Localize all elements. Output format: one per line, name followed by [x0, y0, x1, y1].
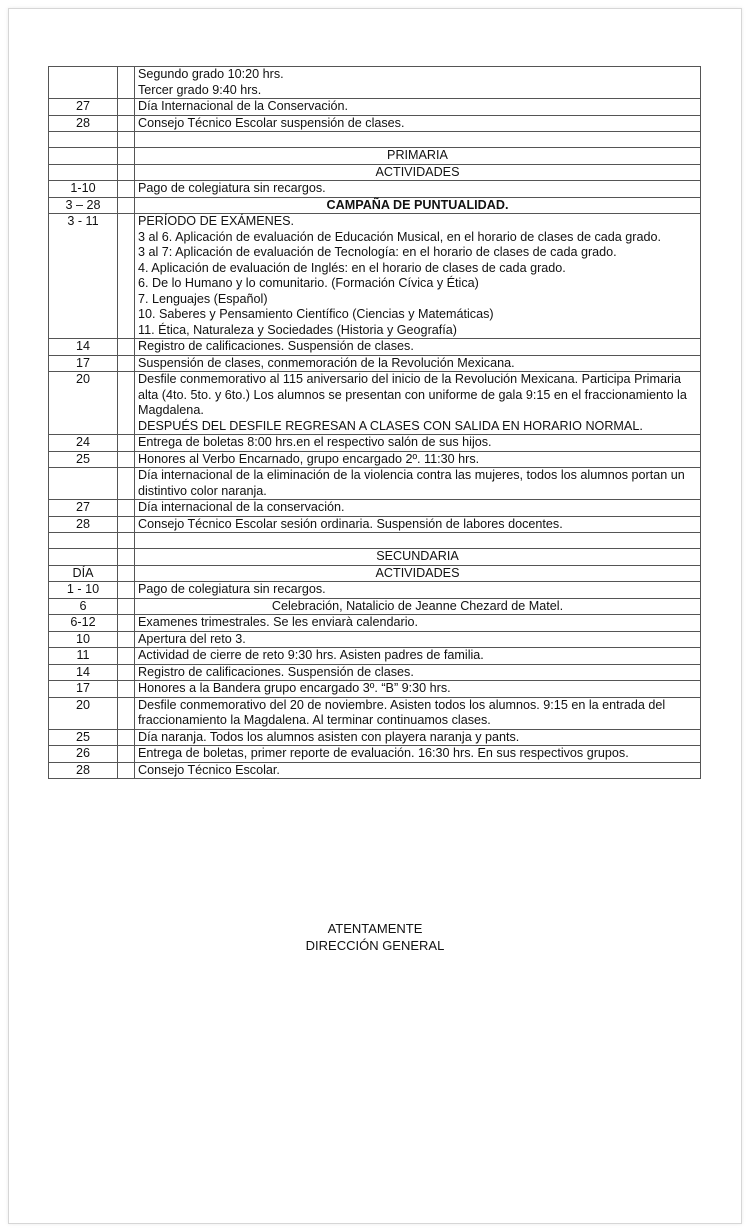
day-cell: 17	[49, 681, 118, 698]
spacer-cell	[118, 148, 135, 165]
day-cell: 14	[49, 339, 118, 356]
activity-line: Honores al Verbo Encarnado, grupo encargado 2º. 11:30 hrs.	[138, 451, 480, 466]
day-cell: 27	[49, 500, 118, 517]
activity-line: CAMPAÑA DE PUNTUALIDAD.	[326, 197, 509, 212]
day-cell: 6	[49, 598, 118, 615]
activity-cell	[135, 181, 701, 198]
day-cell: 1-10	[49, 181, 118, 198]
activity-cell	[135, 435, 701, 452]
day-cell: 17	[49, 355, 118, 372]
day-cell: 28	[49, 516, 118, 533]
blank-row	[49, 132, 701, 148]
activity-line: 3 al 7: Aplicación de evaluación de Tecnología: en el horario de clases de cada grado.	[138, 245, 617, 259]
spacer-cell	[118, 516, 135, 533]
activity-line: Día internacional de la eliminación de la violencia contra las mujeres, todos los alumnos portan un distintivo color naranja.	[138, 468, 685, 498]
spacer-cell	[118, 631, 135, 648]
activity-cell	[135, 355, 701, 372]
activity-cell	[135, 598, 701, 615]
spacer-cell	[118, 746, 135, 763]
table-row	[49, 468, 701, 500]
spacer-cell	[118, 762, 135, 779]
spacer-cell	[118, 115, 135, 132]
header-day-cell: DÍA	[49, 565, 118, 582]
activity-cell	[135, 648, 701, 665]
activity-line: Entrega de boletas, primer reporte de evaluación. 16:30 hrs. En sus respectivos grupos.	[138, 746, 629, 760]
table-row	[49, 99, 701, 116]
table-row	[49, 615, 701, 632]
spacer-cell	[118, 729, 135, 746]
spacer-cell	[118, 181, 135, 198]
activity-line: Día naranja. Todos los alumnos asisten con playera naranja y pants.	[138, 729, 520, 744]
calendar-table	[48, 66, 701, 779]
activity-line: Desfile conmemorativo al 115 aniversario del inicio de la Revolución Mexicana. Participa Primaria alta (4to. 5to. y 6to.) Los alumnos se presentan con uniforme de gala 9:15 en el fraccionamiento la Magdalena.	[138, 372, 687, 417]
spacer-cell	[118, 598, 135, 615]
blank-cell	[118, 533, 135, 549]
spacer-cell	[118, 549, 135, 566]
activity-cell	[135, 746, 701, 763]
table-row	[49, 372, 701, 435]
section-header-text: ACTIVIDADES	[135, 565, 701, 582]
activity-line: Consejo Técnico Escolar suspensión de clases.	[138, 115, 405, 130]
day-cell: 20	[49, 372, 118, 435]
table-row	[49, 681, 701, 698]
table-row	[49, 598, 701, 615]
activity-cell	[135, 214, 701, 339]
activity-cell	[135, 451, 701, 468]
table-row	[49, 214, 701, 339]
day-cell: 25	[49, 451, 118, 468]
table-row	[49, 582, 701, 599]
blank-cell	[135, 132, 701, 148]
table-row	[49, 339, 701, 356]
spacer-cell	[118, 197, 135, 214]
spacer-cell	[118, 697, 135, 729]
table-row	[49, 746, 701, 763]
activity-line: Consejo Técnico Escolar sesión ordinaria. Suspensión de labores docentes.	[138, 516, 563, 531]
activity-line: 7. Lenguajes (Español)	[138, 291, 268, 306]
activity-cell	[135, 67, 701, 99]
activity-line: Tercer grado 9:40 hrs.	[138, 82, 262, 97]
activity-cell	[135, 697, 701, 729]
table-row	[49, 67, 701, 99]
table-row	[49, 762, 701, 779]
activity-cell	[135, 615, 701, 632]
day-cell: 26	[49, 746, 118, 763]
spacer-cell	[118, 339, 135, 356]
spacer-cell	[118, 214, 135, 339]
blank-cell	[118, 132, 135, 148]
day-cell: 25	[49, 729, 118, 746]
day-cell: 3 - 11	[49, 214, 118, 339]
activity-line: Registro de calificaciones. Suspensión de clases.	[138, 339, 414, 353]
spacer-cell	[118, 372, 135, 435]
day-cell: 14	[49, 664, 118, 681]
activity-line: Suspensión de clases, conmemoración de la Revolución Mexicana.	[138, 355, 515, 370]
activity-cell	[135, 115, 701, 132]
blank-cell	[49, 132, 118, 148]
table-row	[49, 729, 701, 746]
table-row	[49, 500, 701, 517]
spacer-cell	[118, 565, 135, 582]
activity-cell	[135, 516, 701, 533]
activity-line: Desfile conmemorativo del 20 de noviembre. Asisten todos los alumnos. 9:15 en la entrada del fraccionamiento la Magdalena. Al terminar continuamos clases.	[138, 697, 666, 727]
spacer-cell	[118, 681, 135, 698]
activity-cell	[135, 729, 701, 746]
day-cell: 20	[49, 697, 118, 729]
activity-cell	[135, 99, 701, 116]
activity-line: Honores a la Bandera grupo encargado 3º. “B” 9:30 hrs.	[138, 681, 451, 695]
spacer-cell	[118, 164, 135, 181]
secundaria-header-row	[49, 565, 701, 582]
table-row	[49, 115, 701, 132]
activity-cell	[135, 500, 701, 517]
activity-line: Día Internacional de la Conservación.	[138, 99, 349, 113]
activity-line: 4. Aplicación de evaluación de Inglés: en el horario de clases de cada grado.	[138, 260, 566, 275]
table-row	[49, 664, 701, 681]
table-row	[49, 435, 701, 452]
activity-cell	[135, 372, 701, 435]
activity-line: 11. Ética, Naturaleza y Sociedades (Historia y Geografía)	[138, 322, 457, 337]
activity-line: Pago de colegiatura sin recargos.	[138, 181, 326, 195]
table-row	[49, 631, 701, 648]
activity-cell	[135, 197, 701, 214]
closing-signature	[0, 920, 750, 954]
activity-line: 3 al 6. Aplicación de evaluación de Educación Musical, en el horario de clases de cada grado.	[138, 229, 661, 244]
activity-line: Apertura del reto 3.	[138, 631, 246, 646]
spacer-cell	[118, 582, 135, 599]
activity-line: Celebración, Natalicio de Jeanne Chezard de Matel.	[271, 598, 564, 613]
spacer-cell	[118, 615, 135, 632]
table-row	[49, 648, 701, 665]
spacer-cell	[118, 451, 135, 468]
activity-cell	[135, 681, 701, 698]
activity-cell	[135, 339, 701, 356]
spacer-cell	[118, 99, 135, 116]
activity-line: Entrega de boletas 8:00 hrs.en el respectivo salón de sus hijos.	[138, 435, 492, 449]
closing-line-direccion: DIRECCIÓN GENERAL	[305, 938, 445, 953]
day-cell: 6-12	[49, 615, 118, 632]
table-row	[49, 355, 701, 372]
header-day-cell	[49, 164, 118, 181]
blank-cell	[135, 533, 701, 549]
day-cell	[49, 67, 118, 99]
primaria-header-row	[49, 164, 701, 181]
day-cell: 1 - 10	[49, 582, 118, 599]
section-header-text: ACTIVIDADES	[135, 164, 701, 181]
activity-line: Consejo Técnico Escolar.	[138, 762, 280, 777]
blank-row	[49, 533, 701, 549]
day-cell	[49, 468, 118, 500]
spacer-cell	[118, 648, 135, 665]
activity-cell	[135, 468, 701, 500]
day-cell: 10	[49, 631, 118, 648]
day-cell: 28	[49, 115, 118, 132]
closing-line-atentamente: ATENTAMENTE	[327, 921, 423, 936]
activity-line: Examenes trimestrales. Se les enviarà calendario.	[138, 615, 418, 629]
activity-cell	[135, 631, 701, 648]
spacer-cell	[118, 67, 135, 99]
header-day-cell	[49, 148, 118, 165]
table-row	[49, 181, 701, 198]
table-row	[49, 697, 701, 729]
blank-cell	[49, 533, 118, 549]
activity-line: Registro de calificaciones. Suspensión de clases.	[138, 664, 414, 679]
day-cell: 27	[49, 99, 118, 116]
day-cell: 11	[49, 648, 118, 665]
activity-line: Segundo grado 10:20 hrs.	[138, 67, 284, 81]
activity-line: 10. Saberes y Pensamiento Científico (Ciencias y Matemáticas)	[138, 307, 494, 321]
day-cell: 24	[49, 435, 118, 452]
activity-line: Pago de colegiatura sin recargos.	[138, 582, 326, 596]
section-header-text: SECUNDARIA	[135, 549, 701, 566]
day-cell: 28	[49, 762, 118, 779]
activity-line: 6. De lo Humano y lo comunitario. (Formación Cívica y Ética)	[138, 276, 479, 290]
activity-line: DESPUÉS DEL DESFILE REGRESAN A CLASES CON SALIDA EN HORARIO NORMAL.	[138, 418, 643, 433]
spacer-cell	[118, 468, 135, 500]
activity-line: PERÍODO DE EXÁMENES.	[138, 214, 295, 228]
activity-cell	[135, 582, 701, 599]
spacer-cell	[118, 355, 135, 372]
primaria-title-row	[49, 148, 701, 165]
activity-line: Día internacional de la conservación.	[138, 500, 345, 514]
table-row	[49, 516, 701, 533]
table-row	[49, 451, 701, 468]
activity-cell	[135, 762, 701, 779]
activity-line: Actividad de cierre de reto 9:30 hrs. Asisten padres de familia.	[138, 648, 484, 662]
spacer-cell	[118, 664, 135, 681]
activity-cell	[135, 664, 701, 681]
secundaria-title-row	[49, 549, 701, 566]
day-cell: 3 – 28	[49, 197, 118, 214]
section-header-text: PRIMARIA	[135, 148, 701, 165]
header-day-cell	[49, 549, 118, 566]
spacer-cell	[118, 500, 135, 517]
spacer-cell	[118, 435, 135, 452]
campaign-row	[49, 197, 701, 214]
